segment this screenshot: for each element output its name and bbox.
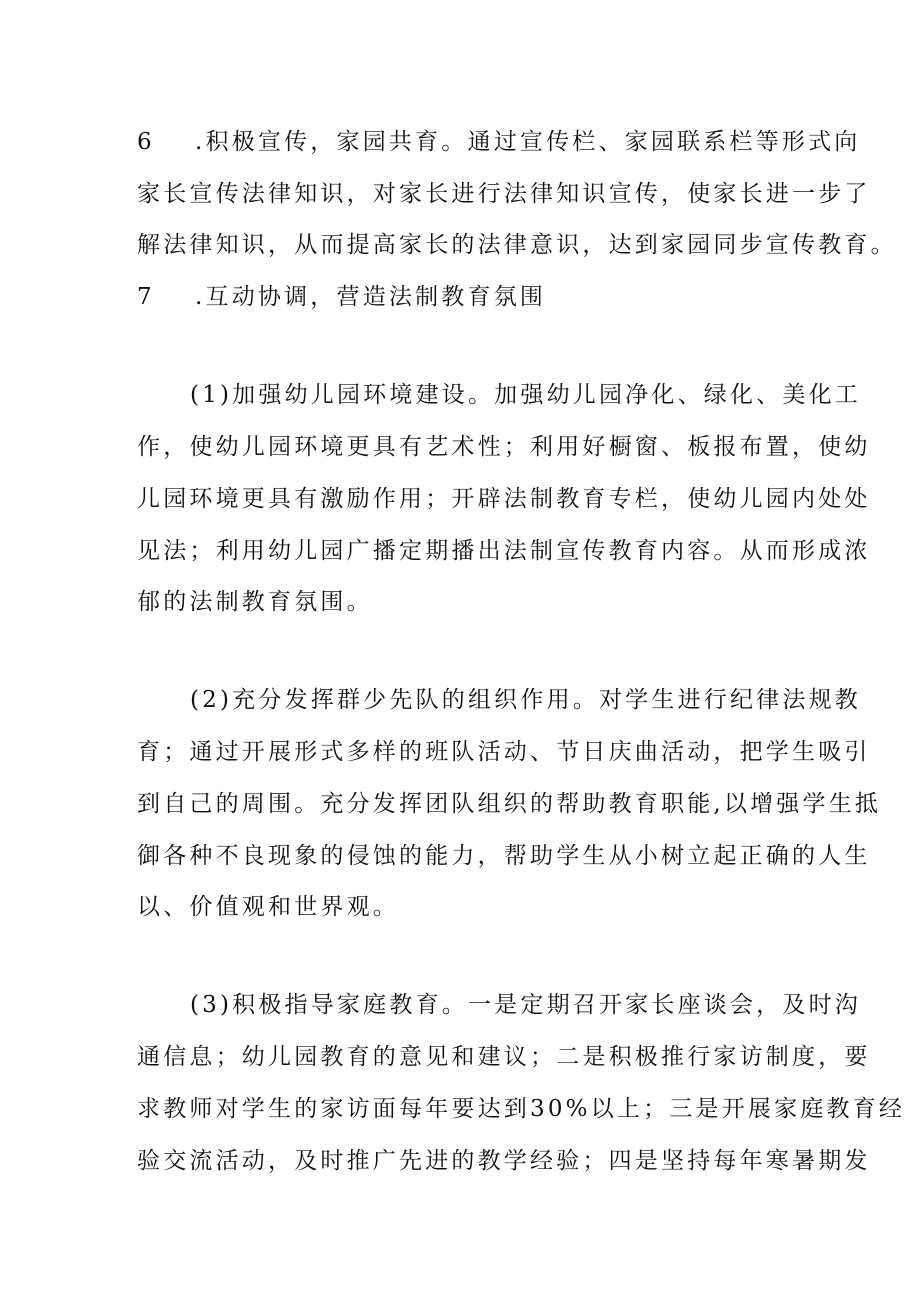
paragraph-2-line-3: 到自己的周围。充分发挥团队组织的帮助教育职能,以增强学生抵 [137,791,882,817]
section-6-line-3: 解法律知识，从而提高家长的法律意识，达到家园同步宣传教育。 [137,232,897,258]
section-7-heading-text: .互动协调，营造法制教育氛围 [195,284,547,310]
paragraph-2-line-5: 以、价值观和世界观。 [137,894,399,920]
section-7-number: 7 [137,284,152,310]
section-6-line-1 [137,127,861,157]
paragraph-1-line-4: 见法；利用幼儿园广播定期播出法制宣传教育内容。从而形成浓 [137,538,871,564]
paragraph-1-line-1: (1)加强幼儿园环境建设。加强幼儿园净化、绿化、美化工 [190,382,861,408]
paragraph-2-line-2: 育；通过开展形式多样的班队活动、节日庆曲活动，把学生吸引 [137,739,871,765]
paragraph-3-line-4: 验交流活动，及时推广先进的教学经验；四是坚持每年寒暑期发 [137,1148,871,1174]
paragraph-3-line-1: (3)积极指导家庭教育。一是定期召开家长座谈会，及时沟 [190,992,861,1018]
paragraph-1-line-5: 郁的法制教育氛围。 [137,589,373,615]
paragraph-1-line-2: 作，使幼儿园环境更具有艺术性；利用好橱窗、板报布置，使幼 [137,434,871,460]
paragraph-3-line-3: 求教师对学生的家访面每年要达到30%以上；三是开展家庭教育经 [137,1096,906,1122]
section-6-text-1: .积极宣传，家园共育。通过宣传栏、家园联系栏等形式向 [195,129,861,155]
paragraph-1-line-3: 儿园环境更具有激励作用；开辟法制教育专栏，使幼儿园内处处 [137,486,871,512]
paragraph-2-line-1: (2)充分发挥群少先队的组织作用。对学生进行纪律法规教 [190,687,861,713]
section-6-number: 6 [137,129,152,155]
section-6-line-2: 家长宣传法律知识，对家长进行法律知识宣传，使家长进一步了 [137,181,871,207]
paragraph-3-line-2: 通信息；幼儿园教育的意见和建议；二是积极推行家访制度，要 [137,1044,871,1070]
paragraph-2-line-4: 御各种不良现象的侵蚀的能力，帮助学生从小树立起正确的人生 [137,843,871,869]
section-7-heading [137,282,817,312]
